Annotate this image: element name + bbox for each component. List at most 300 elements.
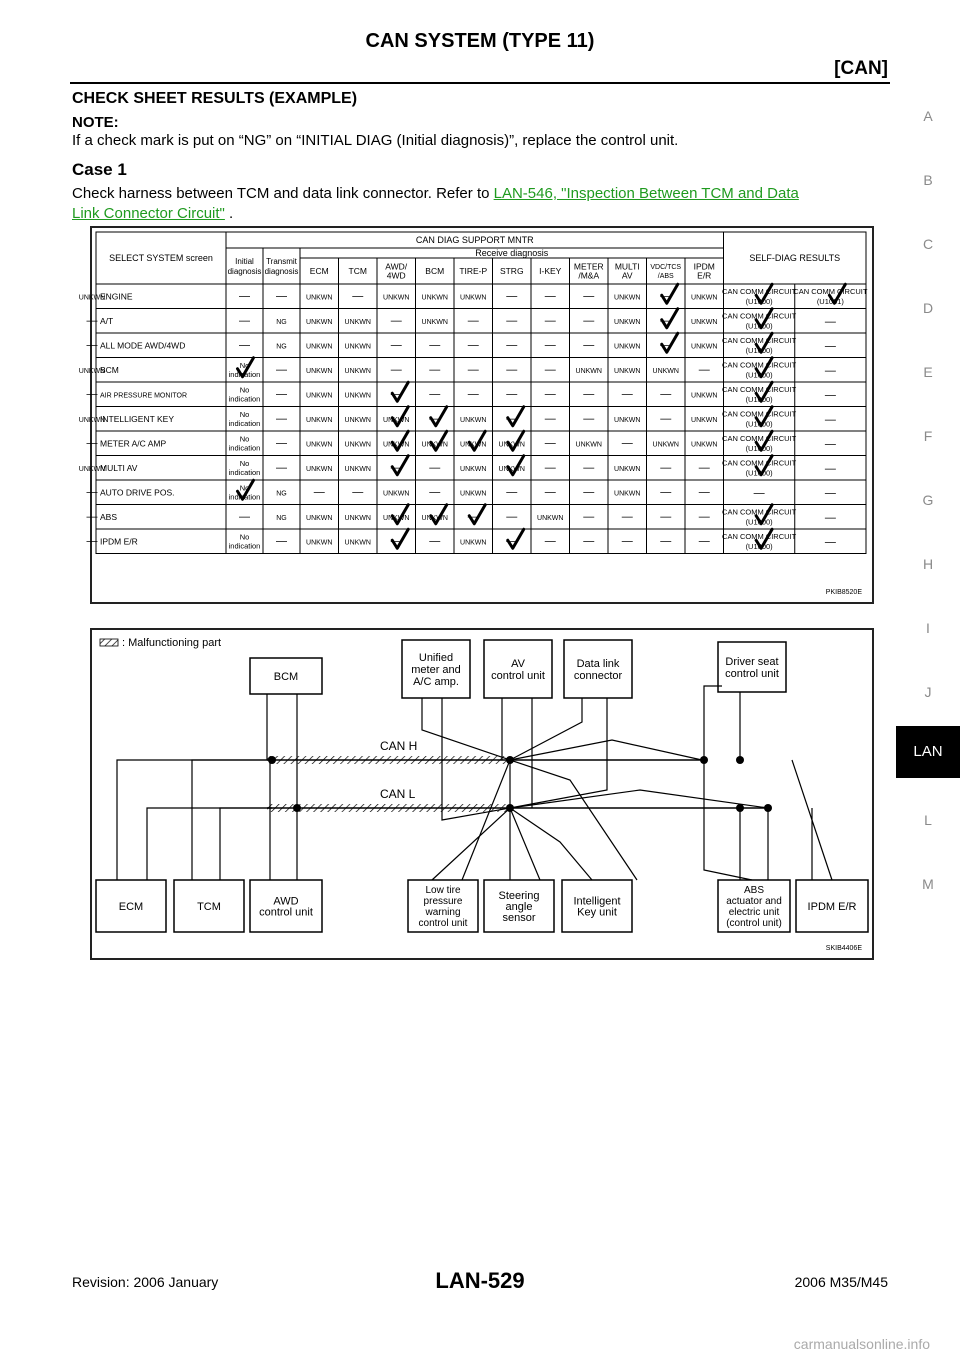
table-cell: —	[824, 462, 836, 475]
table-cell: UNKWN	[537, 514, 564, 522]
table-cell: —	[544, 412, 556, 425]
select-system-header: SELECT SYSTEM screen	[109, 253, 213, 263]
table-cell: UNKWN	[498, 441, 525, 449]
table-cell: —	[276, 437, 287, 450]
table-cell: UNKWN	[575, 441, 602, 449]
wire	[510, 740, 702, 760]
table-cell: UNKWN	[306, 294, 333, 302]
table-cell: —	[753, 487, 765, 500]
table-cell: —	[544, 339, 556, 352]
table-cell: —	[583, 314, 595, 327]
section-tag: [CAN]	[834, 58, 888, 79]
table-cell: —	[824, 536, 836, 549]
table-cell: UNKWN	[691, 318, 718, 326]
table-cell: NG	[276, 343, 287, 351]
receive-col-header: BCM	[425, 265, 445, 276]
table-cell: UNKWN	[306, 514, 333, 522]
table-cell: NG	[276, 514, 287, 522]
no-indication: indication	[228, 492, 261, 502]
main-heading: CHECK SHEET RESULTS (EXAMPLE)	[72, 90, 358, 107]
table-cell: NG	[276, 490, 287, 498]
table-cell: —	[544, 363, 556, 376]
no-indication: No	[239, 385, 250, 395]
table-cell: UNKWN	[383, 441, 410, 449]
bottom-unit-label: ECM	[118, 900, 144, 913]
top-unit-label: connector	[573, 669, 623, 682]
table-cell: —	[506, 339, 518, 352]
table-cell: UNKWN	[306, 465, 333, 473]
side-index-i[interactable]: I	[926, 620, 930, 636]
top-unit-label: control unit	[725, 667, 779, 680]
table-cell: —	[506, 290, 518, 303]
table-cell: UNKWN	[383, 294, 410, 302]
initial-diag-header: Initial	[235, 256, 254, 266]
table-cell: UNKWN	[421, 294, 448, 302]
table-cell: —	[429, 388, 441, 401]
table-cell: —	[544, 388, 556, 401]
bottom-unit-label: warning	[425, 907, 461, 918]
row-system-name: MULTI AV	[100, 462, 138, 473]
receive-col-header: I-KEY	[539, 265, 562, 276]
table-cell: —	[583, 339, 595, 352]
table-cell: —	[429, 363, 441, 376]
wire	[510, 698, 607, 808]
side-index-c[interactable]: C	[922, 236, 934, 252]
table-cell: UNKWN	[306, 318, 333, 326]
table-cell: —	[276, 412, 287, 425]
side-index-e[interactable]: E	[923, 364, 933, 380]
row-system-name: ENGINE	[100, 291, 133, 302]
bottom-unit-label: Low tire	[425, 885, 461, 896]
no-indication: No	[239, 532, 250, 542]
receive-col-header: AWD/	[385, 261, 408, 272]
self-diag-cell: CAN COMM CIRCUIT	[722, 507, 797, 517]
wire	[704, 686, 722, 760]
self-diag-cell: (U1000)	[745, 468, 773, 478]
table-cell: UNKWN	[344, 465, 371, 473]
table-cell: —	[467, 510, 479, 523]
table-cell: UNKWN	[344, 392, 371, 400]
footer-model: 2006 M35/M45	[794, 1274, 888, 1290]
no-indication: indication	[228, 467, 261, 477]
initial-diag-header: diagnosis	[227, 266, 262, 276]
table-cell: —	[824, 511, 836, 524]
top-unit-label: A/C amp.	[413, 675, 459, 688]
bottom-unit-label: ABS	[743, 885, 765, 896]
table-cell: —	[467, 388, 479, 401]
receive-col-header: STRG	[499, 265, 524, 276]
legend-hatch	[100, 639, 118, 646]
table-cell: UNKWN	[691, 343, 718, 351]
self-diag-cell: (U1000)	[745, 443, 773, 453]
table-cell: —	[698, 535, 710, 548]
case-heading: Case 1	[72, 160, 127, 179]
bottom-unit-label: control unit	[259, 906, 313, 919]
wire	[220, 808, 272, 880]
table-cell: —	[429, 412, 441, 425]
table-cell: UNKWN	[383, 490, 410, 498]
row-system-name: AIR PRESSURE MONITOR	[100, 392, 187, 400]
receive-col-header: 4WD	[386, 270, 406, 281]
table-cell: —	[506, 314, 518, 327]
self-diag-cell: CAN COMM CIRCUIT	[722, 335, 797, 345]
table-cell: —	[824, 340, 836, 353]
table-cell: —	[660, 510, 672, 523]
table-cell: UNKWN	[344, 441, 371, 449]
self-diag-cell: CAN COMM CIRCUIT	[722, 458, 797, 468]
table-cell: NG	[276, 318, 287, 326]
wire	[510, 790, 768, 808]
table-cell: UNKWN	[575, 367, 602, 375]
table-cell: —	[660, 314, 672, 327]
table-cell: —	[390, 314, 402, 327]
check-sheet-table	[78, 228, 872, 602]
top-unit-label: control unit	[491, 669, 545, 682]
bottom-unit-label: Steering	[498, 889, 540, 902]
table-cell: UNKWN	[306, 392, 333, 400]
figure-code: PKIB8520E	[825, 589, 862, 596]
self-diag-cell: CAN COMM CIRCUIT	[793, 286, 868, 296]
table-cell: —	[239, 314, 250, 327]
receive-col-header: VDC/TCS	[650, 263, 682, 271]
table-cell: —	[506, 412, 518, 425]
table-cell: —	[506, 535, 518, 548]
table-cell: —	[583, 510, 595, 523]
bottom-unit-label: TCM	[197, 900, 221, 913]
table-cell: UNKWN	[691, 416, 718, 424]
table-cell: —	[352, 486, 364, 499]
table-cell: —	[698, 510, 710, 523]
junction-dot	[736, 756, 744, 764]
table-cell: —	[621, 437, 633, 450]
self-diag-cell: (U1000)	[745, 517, 773, 527]
table-cell: —	[506, 486, 518, 499]
self-diag-cell: (U1000)	[745, 296, 773, 306]
table-top-header: CAN DIAG SUPPORT MNTR	[415, 235, 534, 245]
wire	[432, 808, 510, 880]
top-unit-label: meter and	[411, 663, 461, 676]
table-cell: UNKWN	[460, 441, 487, 449]
table-cell: —	[429, 535, 441, 548]
self-diag-cell: CAN COMM CIRCUIT	[722, 286, 797, 296]
legend-text: : Malfunctioning part	[122, 637, 222, 649]
table-cell: —	[276, 535, 287, 548]
footer-revision: Revision: 2006 January	[72, 1274, 219, 1290]
table-cell: UNKWN	[460, 490, 487, 498]
row-system-name: ABS	[100, 511, 118, 522]
table-cell: UNKWN	[421, 514, 448, 522]
table-cell: UNKWN	[344, 514, 371, 522]
bottom-unit-label: electric unit	[728, 907, 780, 918]
wire	[704, 760, 752, 880]
table-cell: UNKWN	[306, 367, 333, 375]
table-cell: UNKWN	[421, 441, 448, 449]
table-cell: —	[824, 413, 836, 426]
no-indication: No	[239, 458, 250, 468]
bottom-unit-label: actuator and	[726, 896, 782, 907]
table-cell: UNKWN	[344, 367, 371, 375]
self-diag-cell: (U1000)	[745, 370, 773, 380]
wire	[510, 698, 582, 760]
receive-col-header: E/R	[697, 270, 712, 281]
table-cell: —	[660, 486, 672, 499]
junction-dot	[764, 804, 772, 812]
table-cell: UNKWN	[498, 465, 525, 473]
row-system-name: IPDM E/R	[100, 536, 138, 547]
side-index-h[interactable]: H	[922, 556, 934, 572]
table-cell: —	[544, 535, 556, 548]
side-index-lan[interactable]: LAN	[896, 726, 960, 778]
top-unit-label: Driver seat	[725, 655, 779, 668]
table-cell: —	[239, 339, 250, 352]
self-diag-cell: CAN COMM CIRCUIT	[722, 311, 797, 321]
junction-dot	[736, 804, 744, 812]
bottom-unit-label: (control unit)	[726, 918, 782, 929]
table-cell: —	[467, 363, 479, 376]
table-cell: —	[467, 339, 479, 352]
table-cell: —	[429, 339, 441, 352]
page-title: CAN SYSTEM (TYPE 11)	[365, 30, 595, 52]
table-cell: UNKWN	[691, 392, 718, 400]
table-cell: —	[276, 461, 287, 474]
wire	[510, 808, 592, 880]
side-index-a[interactable]: A	[923, 108, 933, 124]
table-cell: UNKWN	[652, 441, 679, 449]
bottom-unit-label: angle	[505, 900, 533, 913]
bottom-unit-label: control unit	[418, 918, 468, 929]
no-indication: indication	[228, 541, 261, 551]
bottom-unit-label: pressure	[423, 896, 463, 907]
table-cell: —	[352, 290, 364, 303]
table-cell: UNKWN	[460, 416, 487, 424]
table-cell: —	[86, 437, 98, 450]
top-unit-label: BCM	[273, 670, 299, 683]
table-cell: UNKWN	[614, 416, 641, 424]
table-cell: —	[86, 314, 98, 327]
no-indication: indication	[228, 369, 261, 379]
table-cell: —	[276, 388, 287, 401]
table-cell: —	[86, 339, 98, 352]
table-cell: —	[824, 487, 836, 500]
receive-col-header: TIRE-P	[459, 265, 488, 276]
table-cell: —	[429, 486, 441, 499]
wire	[510, 760, 637, 880]
bottom-unit-label: Key unit	[577, 906, 617, 919]
table-cell: UNKWN	[306, 343, 333, 351]
table-cell: —	[239, 510, 250, 523]
table-cell: —	[390, 339, 402, 352]
table-cell: —	[239, 290, 250, 303]
self-diag-cell: (U1000)	[745, 394, 773, 404]
table-cell: —	[583, 535, 595, 548]
receive-col-header: /M&A	[578, 270, 600, 281]
table-cell: —	[390, 535, 402, 548]
receive-col-header: METER	[573, 261, 604, 272]
no-indication: No	[239, 483, 250, 493]
table-cell: UNKWN	[306, 441, 333, 449]
table-cell: UNKWN	[78, 465, 106, 473]
table-cell: UNKWN	[78, 416, 106, 424]
table-cell: —	[583, 388, 595, 401]
self-diag-cell: (U1000)	[745, 321, 773, 331]
table-cell: —	[544, 437, 556, 450]
table-cell: —	[583, 290, 595, 303]
table-cell: UNKWN	[78, 367, 106, 375]
wire	[192, 760, 272, 880]
table-cell: —	[390, 461, 402, 474]
table-cell: UNKWN	[460, 465, 487, 473]
self-diag-cell: CAN COMM CIRCUIT	[722, 384, 797, 394]
table-cell: UNKWN	[344, 539, 371, 547]
junction-dot	[506, 804, 514, 812]
table-cell: UNKWN	[383, 416, 410, 424]
side-index-f[interactable]: F	[923, 428, 933, 444]
self-diag-cell: (U1000)	[745, 419, 773, 429]
table-cell: —	[660, 412, 672, 425]
bottom-unit-label: sensor	[502, 911, 536, 924]
check-sheet-figure	[78, 226, 874, 604]
table-cell: UNKWN	[691, 441, 718, 449]
reference-link-cont[interactable]: Link Connector Circuit"	[72, 205, 225, 222]
note-label: NOTE:	[72, 114, 119, 131]
table-cell: UNKWN	[614, 343, 641, 351]
table-cell: —	[824, 438, 836, 451]
table-cell: —	[86, 510, 98, 523]
reference-link[interactable]: LAN-546, "Inspection Between TCM and Data	[493, 185, 799, 202]
table-cell: —	[698, 461, 710, 474]
junction-dot	[506, 756, 514, 764]
table-cell: —	[698, 363, 710, 376]
table-cell: UNKWN	[383, 514, 410, 522]
wire	[422, 698, 510, 760]
transmit-diag-header: Transmit	[266, 256, 297, 266]
bottom-unit-label: IPDM E/R	[807, 900, 857, 913]
case-text-end: .	[224, 205, 234, 222]
no-indication: No	[239, 360, 250, 370]
table-cell: UNKWN	[614, 294, 641, 302]
wiring-diagram-figure	[90, 628, 874, 960]
table-cell: —	[506, 363, 518, 376]
no-indication: No	[239, 409, 250, 419]
bottom-unit-label: AWD	[273, 895, 299, 908]
receive-col-header: AV	[621, 270, 633, 281]
table-cell: UNKWN	[614, 367, 641, 375]
figure-code: SKIB4406E	[825, 945, 862, 952]
side-index-g[interactable]: G	[922, 492, 934, 508]
footer-page-number: LAN-529	[435, 1268, 525, 1293]
can-l-label: CAN L	[380, 787, 416, 801]
junction-dot	[700, 756, 708, 764]
table-cell: UNKWN	[691, 294, 718, 302]
top-unit-label: Data link	[576, 657, 620, 670]
table-cell: UNKWN	[614, 465, 641, 473]
receive-col-header: MULTI	[614, 261, 640, 272]
side-index-j[interactable]: J	[924, 684, 932, 700]
table-cell: —	[660, 339, 672, 352]
case-text: Check harness between TCM and data link connector. Refer to	[72, 185, 494, 202]
row-system-name: AUTO DRIVE POS.	[100, 487, 175, 498]
table-cell: UNKWN	[344, 318, 371, 326]
top-unit-label: AV	[511, 657, 525, 670]
receive-col-header: TCM	[348, 265, 367, 276]
top-unit-label: Unified	[418, 651, 454, 664]
self-diag-cell: (U1000)	[745, 541, 773, 551]
table-cell: —	[467, 314, 479, 327]
table-cell: —	[506, 510, 518, 523]
table-cell: UNKWN	[306, 416, 333, 424]
junction-dot	[293, 804, 301, 812]
row-system-name: INTELLIGENT KEY	[100, 413, 175, 424]
table-cell: —	[583, 412, 595, 425]
table-cell: —	[583, 486, 595, 499]
receive-col-header: ECM	[309, 265, 329, 276]
table-cell: —	[276, 290, 287, 303]
receive-diag-header: Receive diagnosis	[475, 248, 549, 258]
junction-dot	[268, 756, 276, 764]
receive-col-header: IPDM	[693, 261, 715, 272]
table-cell: UNKWN	[652, 367, 679, 375]
wiring-diagram	[92, 630, 872, 958]
table-cell: UNKWN	[344, 343, 371, 351]
wire	[147, 808, 272, 880]
table-cell: —	[660, 461, 672, 474]
row-system-name: ALL MODE AWD/4WD	[100, 340, 186, 351]
row-system-name: BCM	[100, 364, 119, 375]
table-cell: UNKWN	[460, 539, 487, 547]
row-system-name: METER A/C AMP	[100, 438, 167, 449]
table-cell: —	[621, 510, 633, 523]
table-cell: —	[621, 388, 633, 401]
receive-col-header: /ABS	[657, 272, 674, 280]
table-cell: —	[313, 486, 325, 499]
header-rule	[70, 82, 890, 84]
case-instruction	[72, 184, 892, 224]
row-system-name: A/T	[100, 315, 114, 326]
self-diag-header: SELF-DIAG RESULTS	[749, 253, 841, 263]
self-diag-cell: CAN COMM CIRCUIT	[722, 409, 797, 419]
side-index-m[interactable]: M	[922, 876, 934, 892]
table-cell: —	[276, 363, 287, 376]
table-cell: —	[506, 388, 518, 401]
no-indication: indication	[228, 394, 261, 404]
table-cell: UNKWN	[460, 294, 487, 302]
self-diag-cell: (U1000)	[745, 345, 773, 355]
side-index-d[interactable]: D	[922, 300, 934, 316]
table-cell: UNKWN	[421, 318, 448, 326]
table-cell: —	[390, 363, 402, 376]
no-indication: indication	[228, 443, 261, 453]
table-cell: —	[621, 535, 633, 548]
side-index-b[interactable]: B	[923, 172, 933, 188]
table-cell: —	[544, 461, 556, 474]
table-cell: —	[86, 486, 98, 499]
table-cell: —	[660, 535, 672, 548]
wire	[462, 760, 510, 880]
can-h-label: CAN H	[380, 739, 418, 753]
table-cell: UNKWN	[344, 416, 371, 424]
bottom-unit-label: Intelligent	[573, 895, 621, 908]
table-cell: —	[824, 315, 836, 328]
no-indication: indication	[228, 418, 261, 428]
side-index-l[interactable]: L	[924, 812, 932, 828]
table-cell: —	[544, 486, 556, 499]
table-cell: —	[583, 461, 595, 474]
table-cell: UNKWN	[78, 294, 106, 302]
table-cell: UNKWN	[306, 539, 333, 547]
table-cell: —	[544, 290, 556, 303]
note-text: If a check mark is put on “NG” on “INITIAL DIAG (Initial diagnosis)”, replace the control unit.	[72, 132, 679, 149]
transmit-diag-header: diagnosis	[264, 266, 299, 276]
